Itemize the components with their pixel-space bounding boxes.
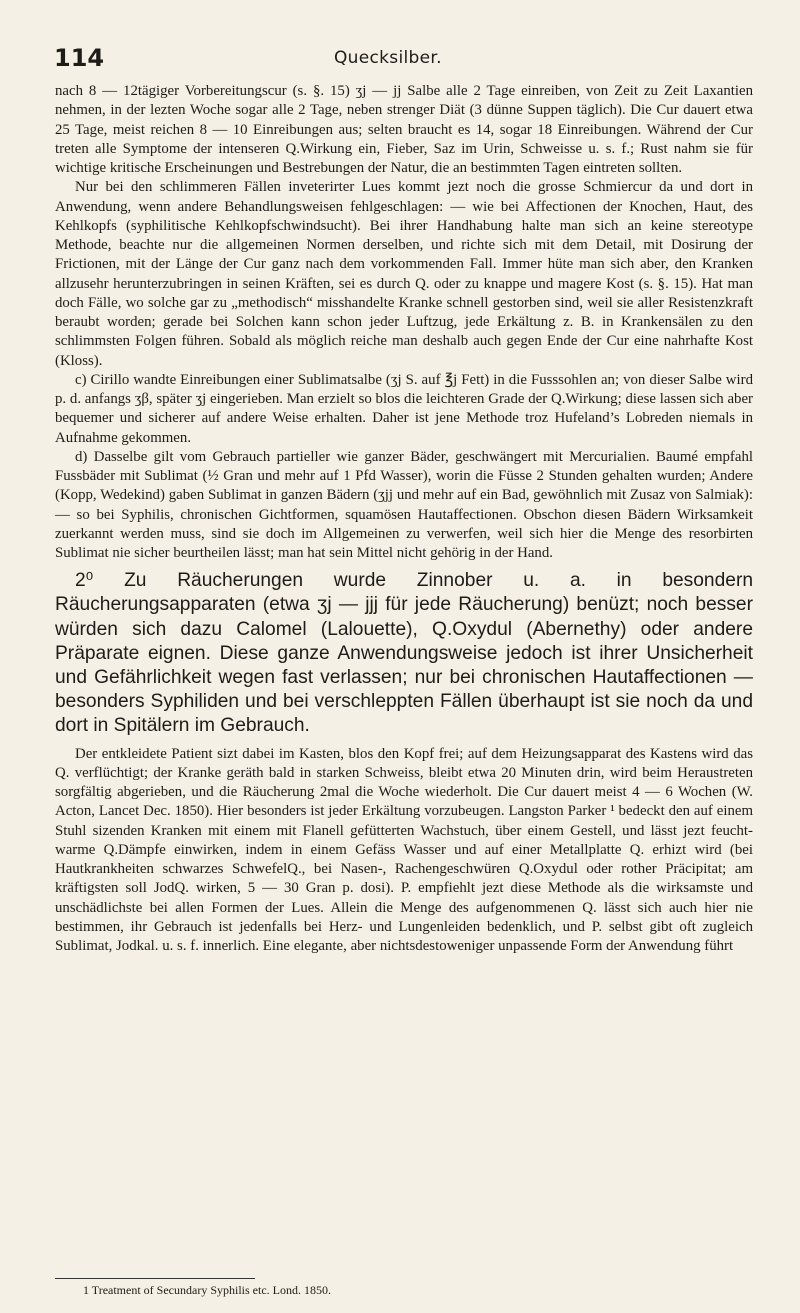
paragraph-raeucherungen: 2⁰ Zu Räucherungen wurde Zinnober u. a. in besondern Räucherungsapparaten (etwa ʒj — jjj für jede Räucherung) benüzt; noch besser würden sich dazu Calomel (Lalouette), Q.Oxydul (Abernethy) oder andere Präparate eignen. Diese ganze Anwendungsweise jedoch ist ihrer Unsicherheit und Gefährlichkeit wegen fast verlassen; nur bei chronischen Hautaffectionen — besonders Syphiliden und bei verschleppten Fällen überhaupt ist sie noch da und dort in Spitälern im Gebrauch.	[55, 570, 753, 737]
page-number: 114	[54, 44, 105, 72]
footnote: 1 Treatment of Secundary Syphilis etc. Lond. 1850.	[83, 1283, 331, 1297]
paragraph-patient-kasten: Der entkleidete Patient sizt dabei im Kasten, blos den Kopf frei; auf dem Heizungsapparat des Kastens wird das Q. verflüchtigt; der Kranke geräth bald in starken Schweiss, bleibt etwa 20 Minuten drin, wird beim Heraustreten sorgfältig abgerieben, und die Räucherung 2mal die Woche wiederholt. Die Cur dauert meist 4 — 6 Wochen (W. Acton, Lancet Dec. 1850). Hier besonders ist jeder Erkältung vorzubeugen. Langston Parker ¹ bedeckt den auf einem Stuhl sizenden Kranken mit einem mit Flanell gefütterten Wachstuch, über einem Gestell, und lässt jezt feucht-warme Q.Dämpfe einwirken, indem in einem Gefäss Wasser und auf einer Metallplatte Q. erhizt wird (bei Hautkrankheiten schwarzes SchwefelQ., bei Nasen-, Rachengeschwüren Q.Oxydul oder rother Präcipitat; am kräftigsten soll JodQ. wirken, 5 — 30 Gran p. dosi). P. empfiehlt jezt diese Methode als die wirksamste und unschädlichste bei allen Formen der Lues. Allein die Menge des aufgenommenen Q. lässt sich auch hier nie bestimmen, ihr Gebrauch ist jedenfalls bei Herz- und Lungenleiden bedenklich, und P. selbst gibt oft zugleich Sublimat, Jodkal. u. s. f. innerlich. Eine elegante, aber nichtsdestoweniger unpassende Form der Anwendung führt	[55, 745, 753, 955]
footnote-divider	[55, 1278, 255, 1279]
running-head: Quecksilber.	[334, 48, 442, 68]
paragraph-schmiercur: nach 8 — 12tägiger Vorbereitungscur (s. §. 15) ʒj — jj Salbe alle 2 Tage einreiben, von Zeit zu Zeit Laxantien nehmen, in der lezten Woche sogar alle 2 Tage, neben strenger Diät (3 dünne Suppen täglich). Die Cur dauert etwa 25 Tage, meist reichen 8 — 10 Einreibungen aus; selten braucht es 14, sogar 18 Einreibungen. Während der Cur treten alle Symptome der intenseren Q.Wirkung ein, Fieber, Saz im Urin, Schweisse u. s. f.; Rust nahm sie für wichtige kritische Erscheinungen und Bestrebungen der Natur, die an bestimmten Tagen eintreten sollten.	[55, 83, 753, 176]
paragraph-baeder: d) Dasselbe gilt vom Gebrauch partieller wie ganzer Bäder, geschwängert mit Mercurialien. Baumé empfahl Fussbäder mit Sublimat (½ Gran und mehr auf 1 Pfd Wasser), worin die Füsse 2 Stunden gehalten wurden; Andere (Kopp, Wedekind) gaben Sublimat in ganzen Bädern (ʒjj und mehr auf ein Bad, gewöhnlich mit Zusaz von Salmiak): — so bei Syphilis, chronischen Gichtformen, squamösen Hautaffectionen. Obschon diesen Bädern Wirksamkeit zuerkannt werden muss, sind sie doch im Allgemeinen zu verwerfen, weil sich hier die Menge des resorbirten Sublimat nie sicher beurtheilen lässt; man hat sein Mittel nicht gehörig in der Hand.	[55, 448, 753, 561]
paragraph-inveterirte-lues: Nur bei den schlimmeren Fällen inveterirter Lues kommt jezt noch die grosse Schmiercur da und dort in Anwendung, wenn andere Behandlungsweisen fehlgeschlagen: — wie bei Affectionen der Knochen, Haut, des Kehlkopfs (syphilitische Kehlkopfschwindsucht). Bei ihrer Handhabung halte man sich an keine stereotype Methode, beachte nur die allgemeinen Normen derselben, und richte sich mit dem Detail, mit Dosirung der Frictionen, mit der Länge der Cur ganz nach dem vorkommenden Fall. Immer hüte man sich aber, den Kranken allzusehr herunterzubringen in seinen Kräften, sei es durch Q. oder zu knappe und magere Kost (s. §. 15). Hat man doch Fälle, wo solche gar zu „methodisch“ misshandelte Kranke schnell gestorben sind, weil sie aller Resistenzkraft beraubt worden; gerade bei Solchen kann schon jeder Luftzug, jede Erkältung z. B. in Krankensälen zu den schlimmsten Folgen führen. Sobald als möglich reiche man deshalb auch gegen Ende der Cur eine nahrhafte Kost (Kloss).	[55, 179, 753, 369]
body-text	[55, 82, 753, 956]
paragraph-cirillo: c) Cirillo wandte Einreibungen einer Sublimatsalbe (ʒj S. auf ℥j Fett) in die Fusssohlen an; von dieser Salbe wird p. d. anfangs ʒβ, später ʒj eingerieben. Man erzielt so blos die leichteren Grade der Q.Wirkung; diese lassen sich aber bequemer und sicherer auf andere Weise erhalten. Daher ist jene Methode troz Hufeland’s Lobreden niemals in Aufnahme gekommen.	[55, 371, 753, 446]
page-header	[54, 44, 754, 74]
